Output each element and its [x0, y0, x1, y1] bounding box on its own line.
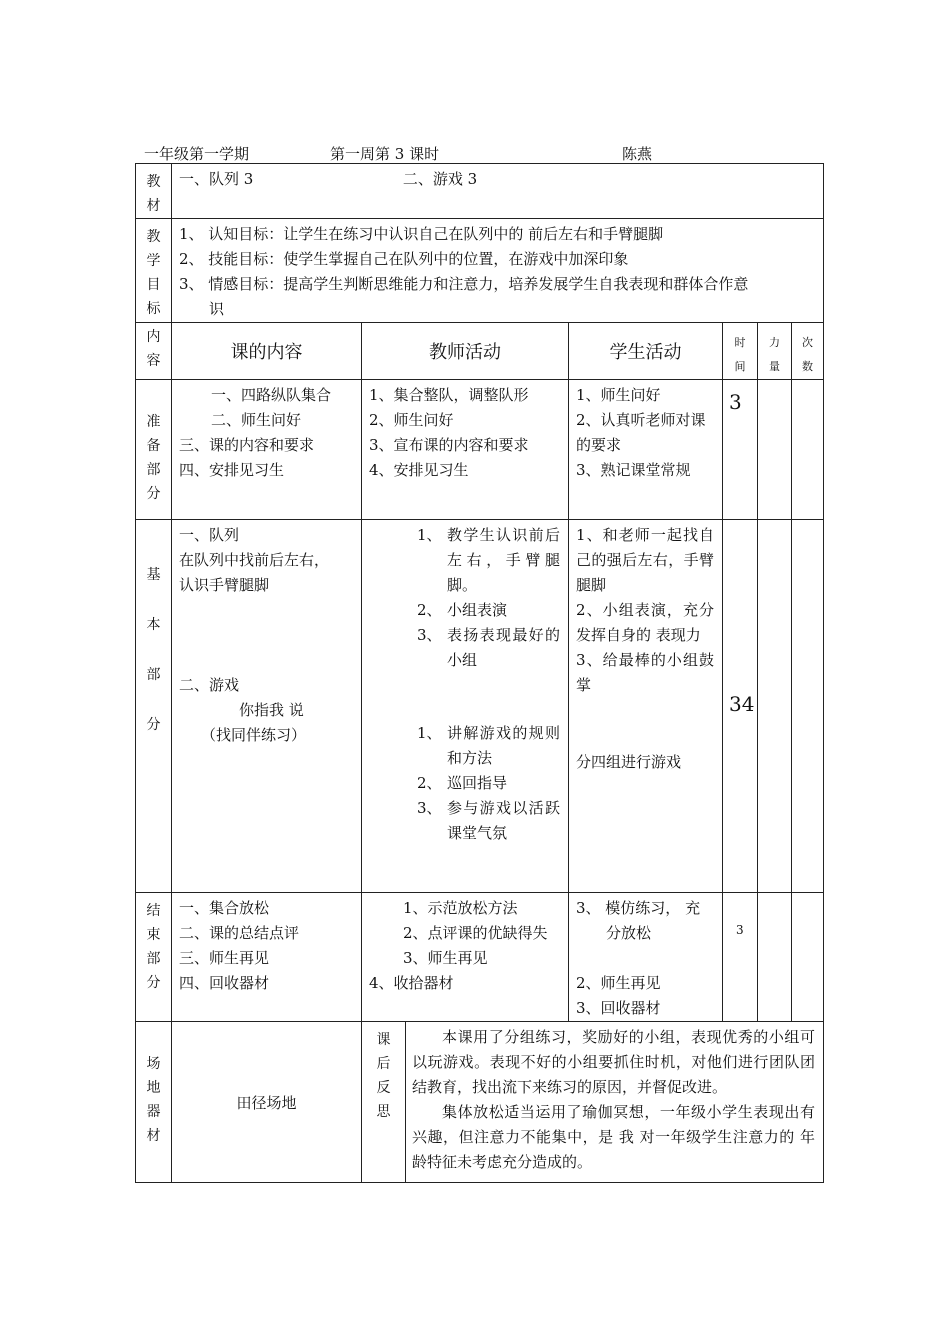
ending-time: 3	[723, 893, 758, 1022]
prep-content: 一、四路纵队集合 二、师生问好 三、课的内容和要求 四、安排见习生	[172, 380, 362, 520]
ending-teacher: 1、示范放松方法 2、点评课的优缺得失 3、师生再见 4、收拾器材	[362, 893, 569, 1022]
teacher-column-header: 教师活动	[362, 323, 569, 380]
material-row	[136, 164, 824, 219]
goals-label: 教 学 目 标	[136, 219, 172, 323]
prep-row	[136, 380, 824, 520]
teacher-step: 1、 讲解游戏的规则和方法	[417, 724, 560, 767]
prep-intensity	[758, 380, 792, 520]
basic-reps	[792, 520, 824, 893]
goal-item: 1、 认知目标：让学生在练习中认识自己在队列中的 前后左右和手臂腿脚	[179, 225, 664, 243]
material-content	[172, 164, 824, 219]
ending-label: 结 束 部 分	[136, 893, 172, 1022]
prep-time: 3	[723, 380, 758, 520]
goal-item: 识	[209, 300, 225, 318]
column-header-row	[136, 323, 824, 380]
reps-column-header: 次 数	[792, 323, 824, 380]
ending-content: 一、集合放松 二、课的总结点评 三、师生再见 四、回收器材	[172, 893, 362, 1022]
goal-item: 2、 技能目标：使学生掌握自己在队列中的位置，在游戏中加深印象	[179, 250, 629, 268]
teacher-step: 2、 小组表演	[417, 601, 508, 619]
basic-intensity	[758, 520, 792, 893]
teacher-name: 陈燕	[622, 145, 653, 163]
material-item-2: 二、游戏 3	[402, 170, 478, 188]
reflection-text: 本课用了分组练习，奖励好的小组，表现优秀的小组可以玩游戏。表现不好的小组要抓住时机，对他们进行团队团结教育，找出流下来练习的原因，并督促改进。 集体放松适当运用了瑜伽冥想，一年级小学生表现出有兴趣，但注意力不能集中，是 我 对一年级学生注意力的 年龄特征未考虑充分造成的。	[412, 1028, 815, 1171]
lesson-plan-table	[135, 163, 824, 1183]
basic-time: 34	[723, 520, 758, 893]
ending-intensity	[758, 893, 792, 1022]
goal-item: 3、 情感目标：提高学生判断思维能力和注意力，培养发展学生自我表现和群体合作意	[179, 275, 749, 293]
teacher-step: 2、 巡回指导	[417, 774, 508, 792]
prep-reps	[792, 380, 824, 520]
reflection-cell	[362, 1022, 824, 1183]
material-label: 教 材	[136, 164, 172, 219]
basic-student: 1、和老师一起找自己的强后左右，手臂腿脚 2、小组表演，充分发挥自身的 表现力 3、给最棒的小组鼓掌 分四组进行游戏	[569, 520, 723, 893]
teacher-step: 1、 教学生认识前后左右，手臂腿脚。	[417, 526, 560, 594]
ending-student: 3、 模仿练习， 充 分放松 2、师生再见 3、回收器材	[569, 893, 723, 1022]
content-column-header: 课的内容	[172, 323, 362, 380]
reflection-label: 课 后 反 思	[362, 1022, 406, 1182]
time-column-header: 时 间	[723, 323, 758, 380]
basic-teacher	[362, 520, 569, 893]
teacher-step: 3、 表扬表现最好的 小组	[417, 626, 560, 669]
venue-row	[136, 1022, 824, 1183]
basic-row	[136, 520, 824, 893]
student-column-header: 学生活动	[569, 323, 723, 380]
basic-content: 一、队列 在队列中找前后左右， 认识手臂腿脚 二、游戏 你指我 说 （找同伴练习）	[172, 520, 362, 893]
grade-term: 一年级第一学期	[144, 145, 250, 163]
venue-label: 场 地 器 材	[136, 1022, 172, 1183]
venue-value: 田径场地	[172, 1022, 362, 1183]
goals-content	[172, 219, 824, 323]
section-column-label: 内 容	[136, 323, 172, 380]
goals-row	[136, 219, 824, 323]
material-item-1: 一、队列 3	[179, 170, 254, 188]
intensity-column-header: 力 量	[758, 323, 792, 380]
prep-teacher: 1、集合整队，调整队形 2、师生问好 3、宣布课的内容和要求 4、安排见习生	[362, 380, 569, 520]
week-lesson: 第一周第 3 课时	[330, 145, 440, 163]
ending-row	[136, 893, 824, 1022]
teacher-step: 3、 参与游戏以活跃课堂气氛	[417, 799, 560, 842]
basic-label: 基 本 部 分	[136, 520, 172, 893]
prep-student: 1、师生问好 2、认真听老师对课 的要求 3、熟记课堂常规	[569, 380, 723, 520]
ending-reps	[792, 893, 824, 1022]
prep-label: 准 备 部 分	[136, 380, 172, 520]
